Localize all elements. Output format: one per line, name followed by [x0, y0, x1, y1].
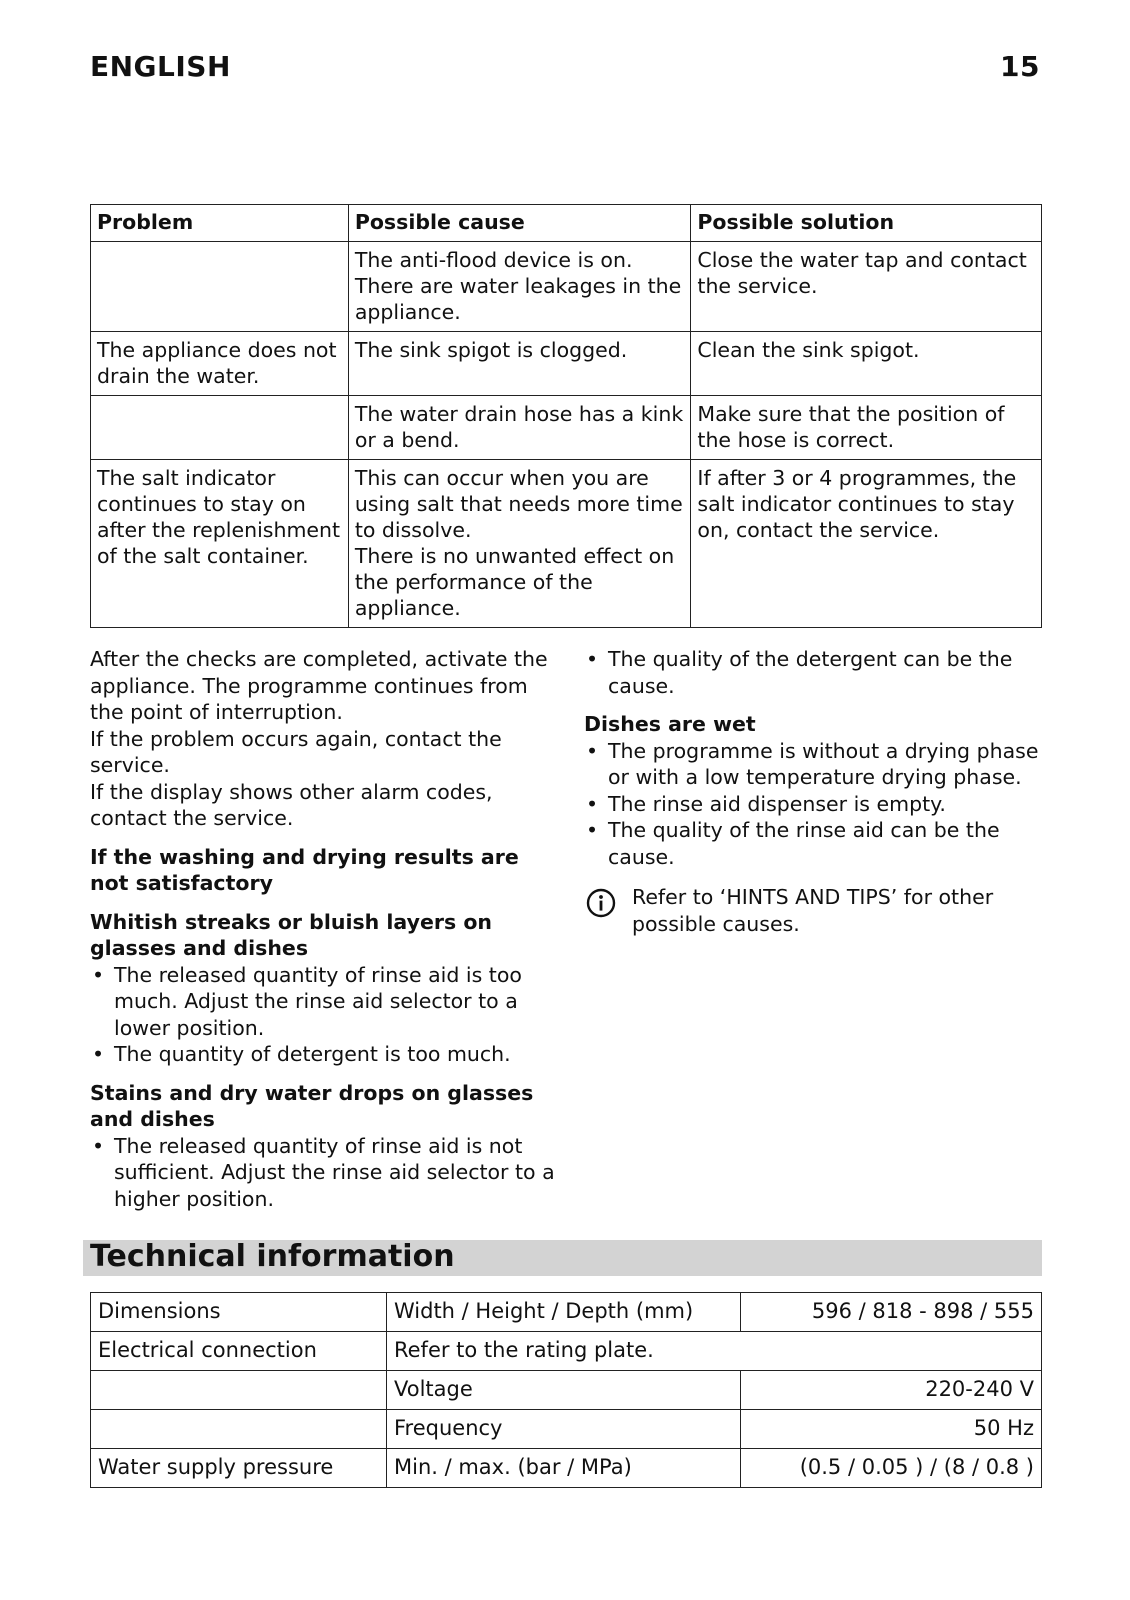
- table-row: [91, 460, 1042, 628]
- left-column: [90, 646, 560, 1212]
- spec-parameter: Width / Height / Depth (mm): [386, 1293, 740, 1332]
- problem-cell: [91, 242, 349, 332]
- spec-label: Electrical connection: [91, 1332, 387, 1371]
- intro-paragraph: After the checks are completed, activate the appliance. The programme continues from the point of interruption.: [90, 647, 548, 724]
- solution-cell: Make sure that the position of the hose is correct.: [691, 396, 1042, 460]
- spec-value: 50 Hz: [740, 1410, 1041, 1449]
- solution-cell: Clean the sink spigot.: [691, 332, 1042, 396]
- spec-label: Dimensions: [91, 1293, 387, 1332]
- stains-list: [90, 1133, 560, 1213]
- spec-parameter: Min. / max. (bar / MPa): [386, 1449, 740, 1488]
- spec-value: 220-240 V: [740, 1371, 1041, 1410]
- problem-cell: [91, 396, 349, 460]
- section-title: Technical information: [90, 1239, 455, 1274]
- table-row: [91, 1449, 1042, 1488]
- table-row: [91, 1293, 1042, 1332]
- info-icon: [586, 888, 616, 918]
- language-label: ENGLISH: [90, 50, 231, 83]
- spec-parameter: Voltage: [386, 1371, 740, 1410]
- spec-value: 596 / 818 - 898 / 555: [740, 1293, 1041, 1332]
- cause-text-extra: There is no unwanted effect on the performance of the appliance.: [354, 544, 675, 620]
- spec-parameter: Refer to the rating plate.: [386, 1332, 1041, 1371]
- streaks-list: [90, 962, 560, 1068]
- list-item: • The rinse aid dispenser is empty.: [584, 791, 1044, 818]
- cause-cell: The water drain hose has a kink or a bend.: [348, 396, 691, 460]
- list-item: • The programme is without a drying phase or with a low temperature drying phase.: [584, 738, 1044, 791]
- right-column: [584, 646, 1044, 937]
- hint-note: [584, 884, 1044, 937]
- table-row: [91, 396, 1042, 460]
- streaks-heading: Whitish streaks or bluish layers on glasses and dishes: [90, 909, 493, 960]
- cause-cell: The anti-flood device is on. There are water leakages in the appliance.: [348, 242, 691, 332]
- intro-paragraph: If the problem occurs again, contact the service.: [90, 726, 502, 777]
- results-heading: If the washing and drying results are not satisfactory: [90, 844, 519, 895]
- solution-cell: Close the water tap and contact the service.: [691, 242, 1042, 332]
- troubleshooting-table: [90, 204, 1042, 628]
- spec-label: [91, 1410, 387, 1449]
- detergent-list: [584, 646, 1044, 699]
- cause-cell: The sink spigot is clogged.: [348, 332, 691, 396]
- intro-paragraph: If the display shows other alarm codes, contact the service.: [90, 779, 493, 830]
- cause-text: This can occur when you are using salt that needs more time to dissolve.: [354, 466, 683, 542]
- page-number: 15: [1000, 50, 1040, 83]
- list-item: • The quality of the rinse aid can be the cause.: [584, 817, 1044, 870]
- technical-table: [90, 1292, 1042, 1488]
- spec-label: Water supply pressure: [91, 1449, 387, 1488]
- wet-list: [584, 738, 1044, 871]
- table-row: [91, 242, 1042, 332]
- spec-label: [91, 1371, 387, 1410]
- list-item: • The released quantity of rinse aid is not sufficient. Adjust the rinse aid selector to a higher position.: [90, 1133, 560, 1213]
- table-row: [91, 332, 1042, 396]
- note-text: Refer to ‘HINTS AND TIPS’ for other possible causes.: [632, 885, 994, 936]
- list-item: • The quality of the detergent can be the cause.: [584, 646, 1044, 699]
- table-header-row: [91, 205, 1042, 242]
- spec-value: (0.5 / 0.05 ) / (8 / 0.8 ): [740, 1449, 1041, 1488]
- column-header-cause: Possible cause: [348, 205, 691, 242]
- stains-heading: Stains and dry water drops on glasses and dishes: [90, 1080, 534, 1131]
- cause-cell: [348, 460, 691, 628]
- column-header-solution: Possible solution: [691, 205, 1042, 242]
- list-item: • The quantity of detergent is too much.: [90, 1041, 560, 1068]
- table-row: [91, 1410, 1042, 1449]
- list-item: • The released quantity of rinse aid is too much. Adjust the rinse aid selector to a lower position.: [90, 962, 560, 1042]
- table-row: [91, 1332, 1042, 1371]
- wet-heading: Dishes are wet: [584, 712, 756, 736]
- problem-cell: The appliance does not drain the water.: [91, 332, 349, 396]
- column-header-problem: Problem: [91, 205, 349, 242]
- spec-parameter: Frequency: [386, 1410, 740, 1449]
- table-row: [91, 1371, 1042, 1410]
- solution-cell: If after 3 or 4 programmes, the salt indicator continues to stay on, contact the service.: [691, 460, 1042, 628]
- problem-cell: The salt indicator continues to stay on after the replenishment of the salt container.: [91, 460, 349, 628]
